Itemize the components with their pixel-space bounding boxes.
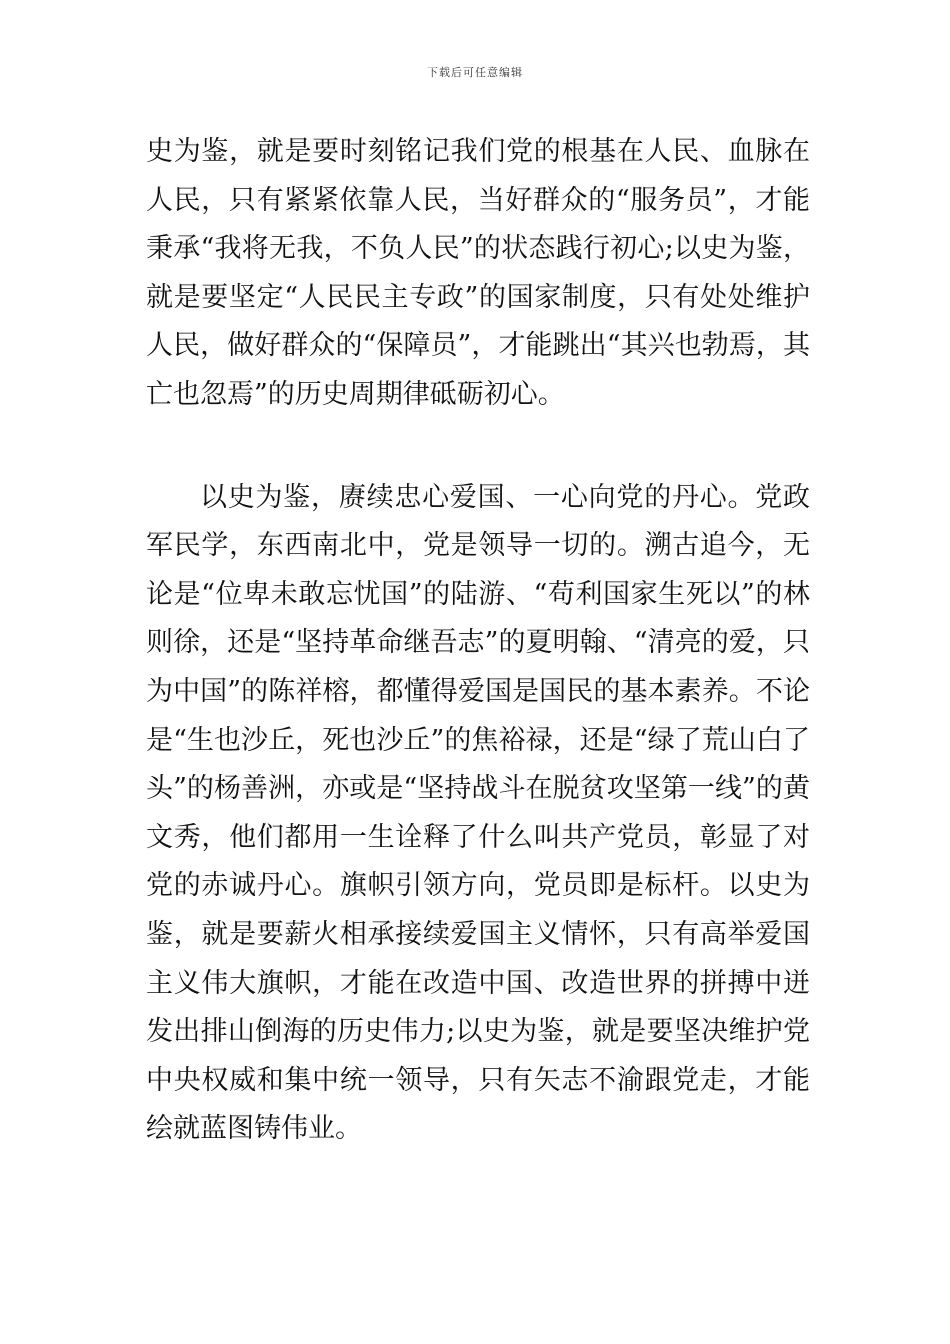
paragraph-2: 以史为鉴，赓续忠心爱国、一心向党的丹心。党政军民学，东西南北中，党是领导一切的。溯古追今，无论是“位卑未敢忘忧国”的陆游、“苟利国家生死以”的林则徐，还是“坚持革命继吾志”的夏明翰、“清亮的爱，只为中国”的陈祥榕，都懂得爱国是国民的基本素养。不论是“生也沙丘，死也沙丘”的焦裕禄，还是“绿了荒山白了头”的杨善洲，亦或是“坚持战斗在脱贫攻坚第一线”的黄文秀，他们都用一生诠释了什么叫共产党员，彰显了对党的赤诚丹心。旗帜引领方向，党员即是标杆。以史为鉴，就是要薪火相承接续爱国主义情怀，只有高举爱国主义伟大旗帜，才能在改造中国、改造世界的拼搏中迸发出排山倒海的历史伟力;以史为鉴，就是要坚决维护党中央权威和集中统一领导，只有矢志不渝跟党走，才能绘就蓝图铸伟业。	[146, 481, 810, 1145]
paragraph-1: 史为鉴，就是要时刻铭记我们党的根基在人民、血脉在人民，只有紧紧依靠人民，当好群众的“服务员”，才能秉承“我将无我，不负人民”的状态践行初心;以史为鉴，就是要坚定“人民民主专政”的国家制度，只有处处维护人民，做好群众的“保障员”，才能跳出“其兴也勃焉，其亡也忽焉”的历史周期律砥砺初心。	[146, 136, 810, 410]
document-body	[146, 128, 810, 1154]
page-header: 下载后可任意编辑	[427, 66, 523, 79]
